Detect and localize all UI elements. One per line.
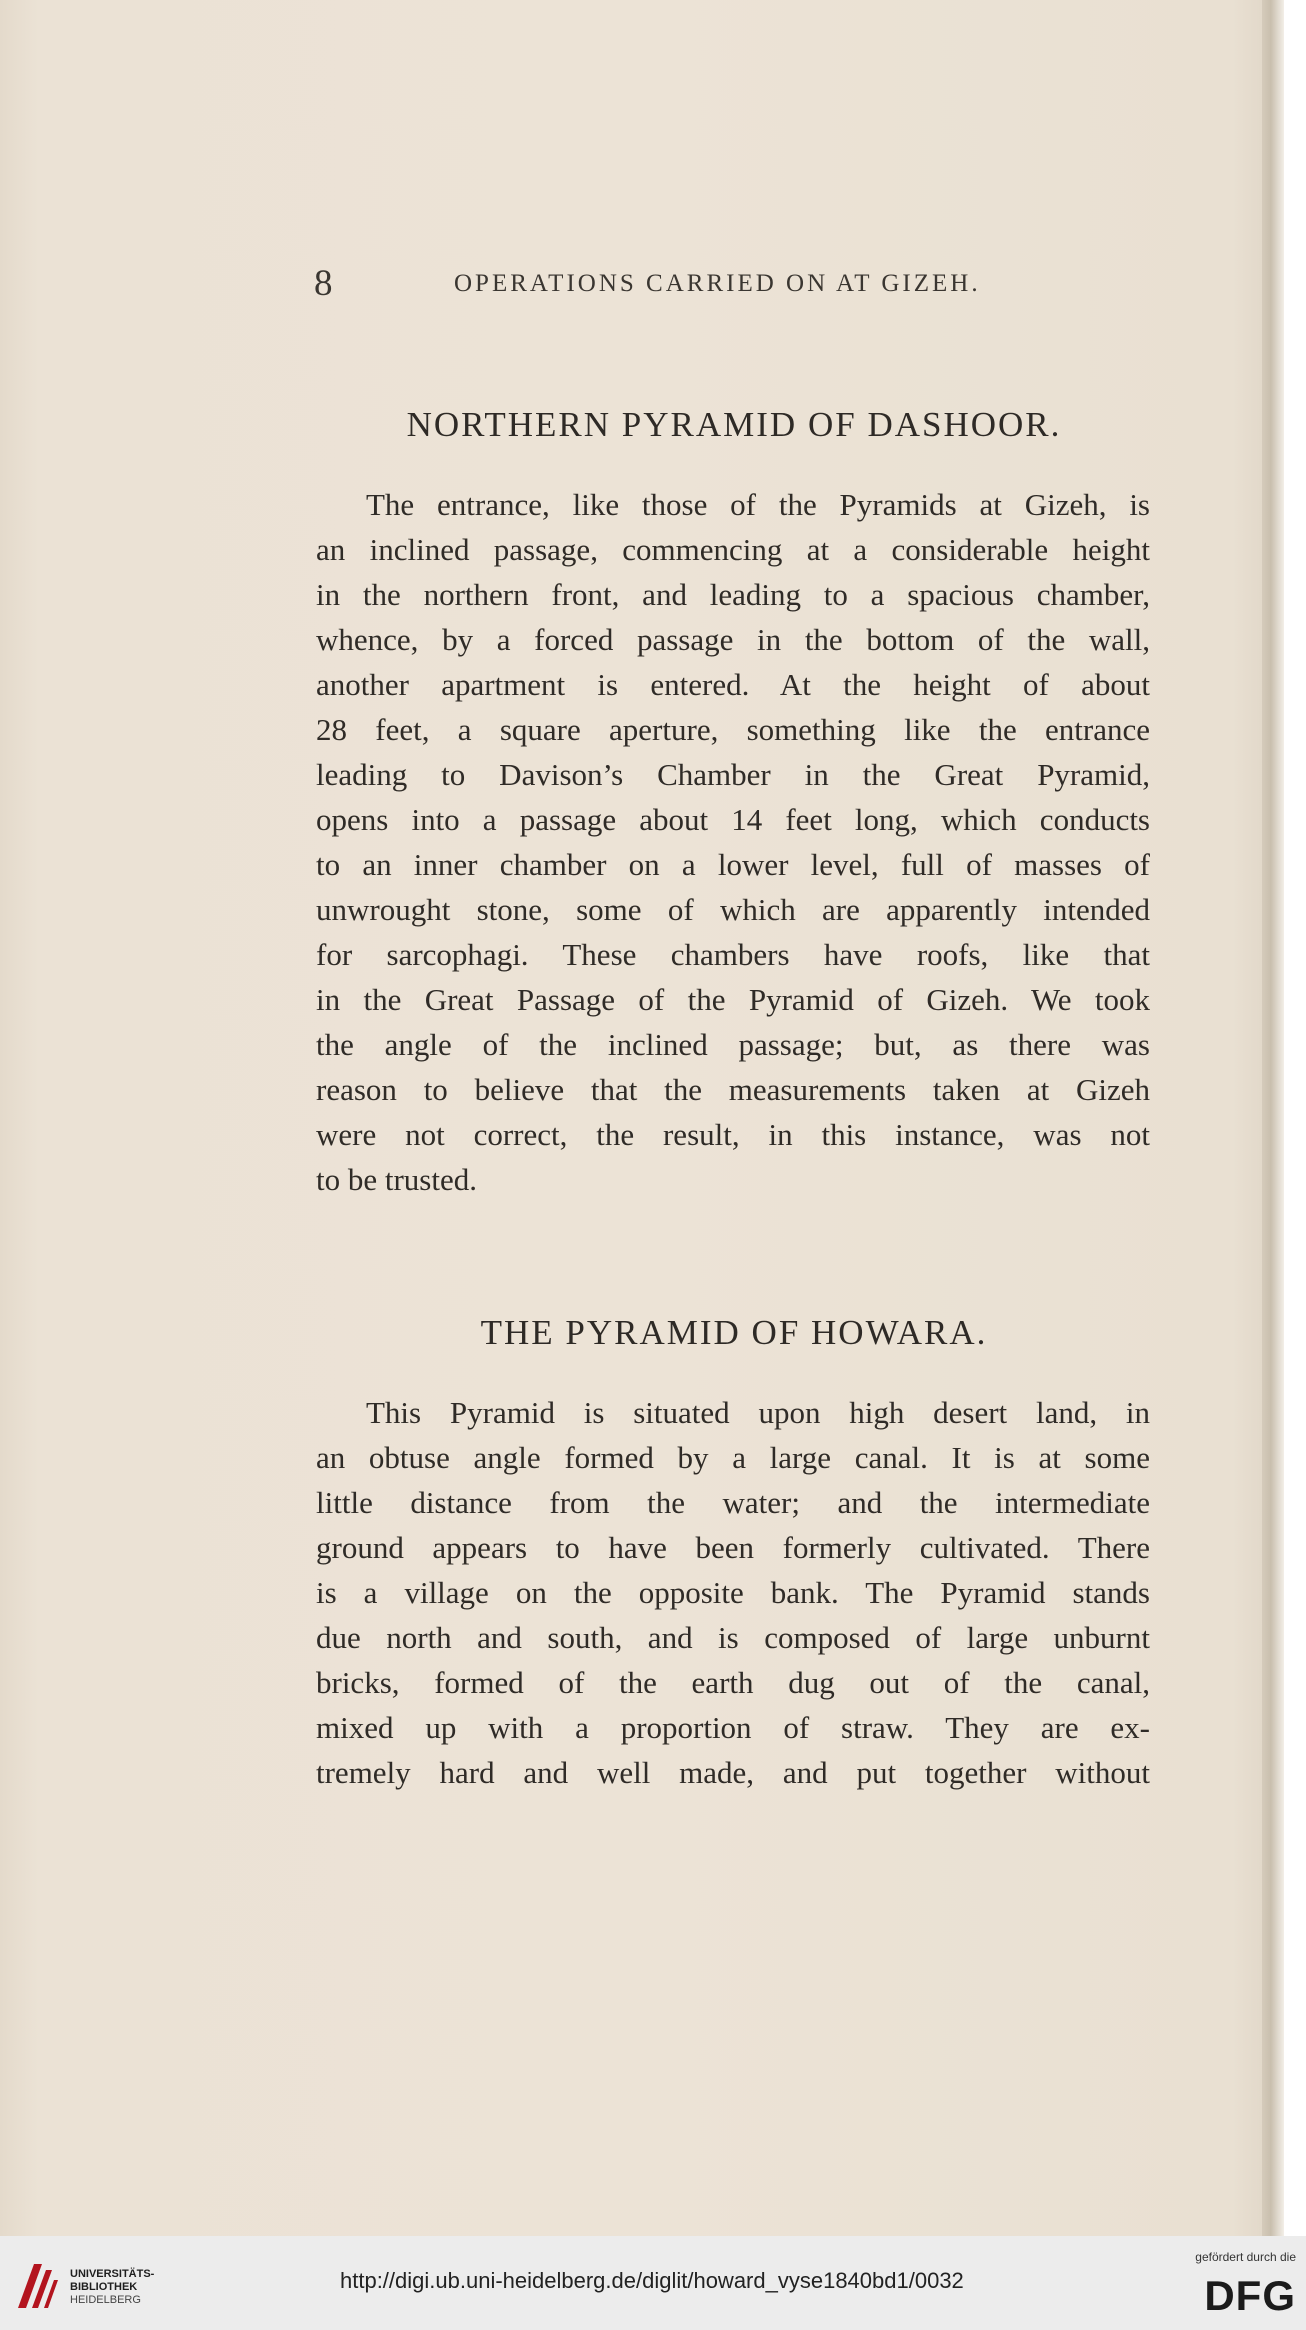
library-emblem-icon xyxy=(12,2256,62,2314)
text-line: is a village on the opposite bank. The Pyramid stands xyxy=(316,1575,1150,1610)
text-line: This Pyramid is situated upon high desert land, in xyxy=(366,1395,1150,1430)
text-line: another apartment is entered. At the height of about xyxy=(316,667,1150,702)
page-edge xyxy=(1262,0,1284,2236)
digitization-footer xyxy=(0,2236,1306,2330)
text-line: whence, by a forced passage in the bottom of the wall, xyxy=(316,622,1150,657)
text-line: due north and south, and is composed of large unburnt xyxy=(316,1620,1150,1655)
paragraph-dashoor xyxy=(316,482,1150,1202)
permalink-url[interactable]: http://digi.ub.uni-heidelberg.de/diglit/howard_vyse1840bd1/0032 xyxy=(340,2268,964,2293)
section-heading-dashoor: NORTHERN PYRAMID OF DASHOOR. xyxy=(406,405,1062,444)
text-line: to an inner chamber on a lower level, full of masses of xyxy=(316,847,1150,882)
text-line: in the Great Passage of the Pyramid of Gizeh. We took xyxy=(316,982,1150,1017)
text-line: to be trusted. xyxy=(316,1162,477,1197)
text-line: mixed up with a proportion of straw. They are ex- xyxy=(316,1710,1150,1745)
text-line: leading to Davison’s Chamber in the Great Pyramid, xyxy=(316,757,1150,792)
text-line: an obtuse angle formed by a large canal. It is at some xyxy=(316,1440,1150,1475)
text-line: opens into a passage about 14 feet long, which conducts xyxy=(316,802,1150,837)
dfg-sponsor-logo[interactable] xyxy=(1164,2250,1296,2320)
text-line: ground appears to have been formerly cultivated. There xyxy=(316,1530,1150,1565)
section-heading-howara: THE PYRAMID OF HOWARA. xyxy=(480,1313,988,1352)
text-line: The entrance, like those of the Pyramids at Gizeh, is xyxy=(366,487,1150,522)
page-number: 8 xyxy=(314,263,333,304)
university-library-logo[interactable] xyxy=(12,2256,172,2314)
running-head xyxy=(314,262,1058,310)
text-line: for sarcophagi. These chambers have roofs, like that xyxy=(316,937,1150,972)
text-line: little distance from the water; and the intermediate xyxy=(316,1485,1150,1520)
text-line: 28 feet, a square aperture, something like the entrance xyxy=(316,712,1150,747)
library-name-line: BIBLIOTHEK xyxy=(70,2281,138,2293)
paragraph-howara xyxy=(316,1390,1150,1795)
text-line: bricks, formed of the earth dug out of the canal, xyxy=(316,1665,1150,1700)
dfg-logo-icon: DFG xyxy=(1204,2272,1296,2319)
text-line: in the northern front, and leading to a spacious chamber, xyxy=(316,577,1150,612)
text-line: unwrought stone, some of which are apparently intended xyxy=(316,892,1150,927)
running-title: OPERATIONS CARRIED ON AT GIZEH. xyxy=(454,270,981,297)
text-line: reason to believe that the measurements taken at Gizeh xyxy=(316,1072,1150,1107)
text-line: the angle of the inclined passage; but, as there was xyxy=(316,1027,1150,1062)
sponsor-caption: gefördert durch die xyxy=(1195,2250,1296,2264)
text-line: an inclined passage, commencing at a considerable height xyxy=(316,532,1150,567)
library-city-line: HEIDELBERG xyxy=(70,2294,141,2306)
text-line: were not correct, the result, in this instance, was not xyxy=(316,1117,1150,1152)
library-name-line: UNIVERSITÄTS- xyxy=(70,2268,155,2280)
text-line: tremely hard and well made, and put together without xyxy=(316,1755,1150,1790)
